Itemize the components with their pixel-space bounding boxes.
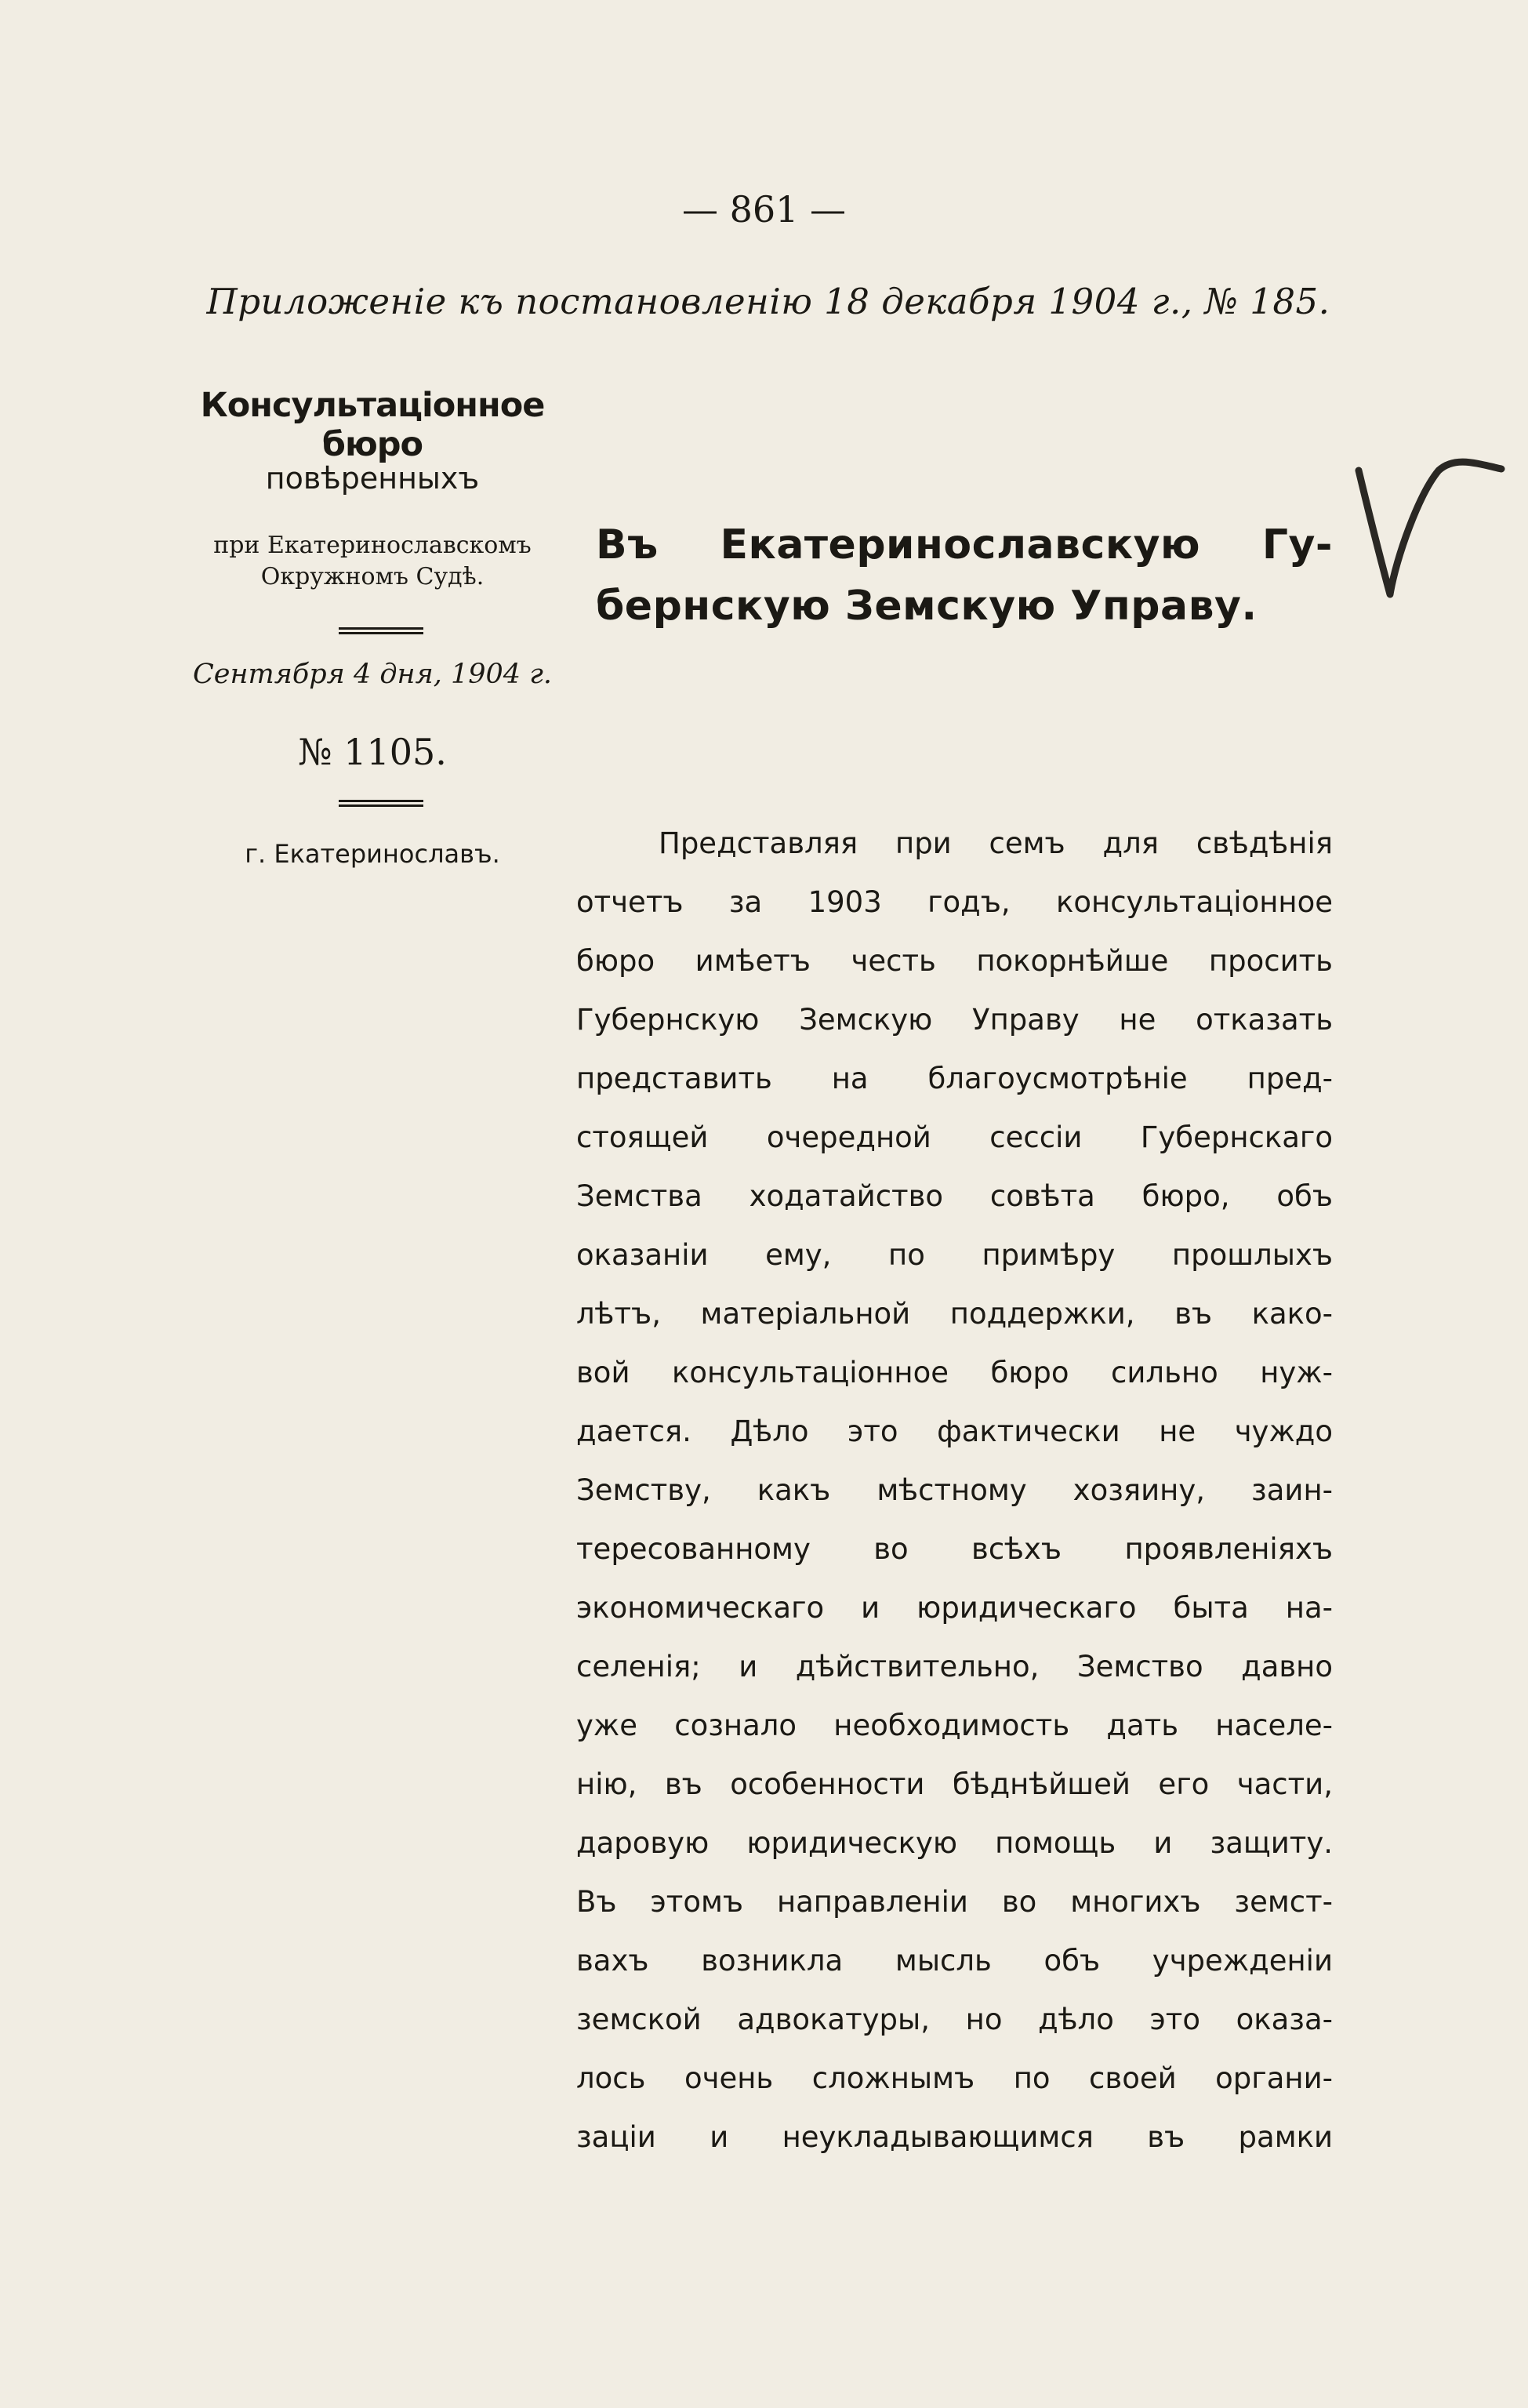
- body-line: вой консультацiонное бюро сильно нуж-: [576, 1356, 1333, 1389]
- body-line: представить на благоусмотрѣнiе пред-: [576, 1062, 1333, 1095]
- letter-city: г. Екатеринославъ.: [245, 839, 500, 869]
- org-name: Консультацiонное бюро: [200, 386, 545, 464]
- body-line: Земства ходатайство совѣта бюро, объ: [576, 1179, 1333, 1213]
- body-line: Въ этомъ направленiи во многихъ земст-: [576, 1885, 1333, 1919]
- body-line: Представляя при семъ для свѣдѣнія: [659, 826, 1333, 860]
- letter-body: [576, 814, 1333, 2166]
- body-line: земской адвокатуры, но дѣло это оказа-: [576, 2003, 1333, 2036]
- letter-number: № 1105.: [298, 731, 447, 773]
- court-line-2: Окружномъ Судѣ.: [260, 563, 485, 590]
- body-line: стоящей очередной сессiи Губернскаго: [576, 1120, 1333, 1154]
- page-number: — 861 —: [681, 188, 847, 231]
- letter-date: Сентября 4 дня, 1904 г.: [192, 659, 553, 690]
- body-line: экономическаго и юридическаго быта на-: [576, 1591, 1333, 1625]
- body-line: зацiи и неукладывающимся въ рамки: [576, 2120, 1333, 2154]
- body-line: вахъ возникла мысль объ учрежденiи: [576, 1944, 1333, 1978]
- body-line: селенiя; и дѣйствительно, Земство давно: [576, 1650, 1333, 1683]
- divider-rule: [339, 627, 423, 634]
- body-line: бюро имѣетъ честь покорнѣйше просить: [576, 944, 1333, 978]
- recipient-block: [596, 514, 1333, 637]
- divider-rule: [339, 800, 423, 807]
- body-line: нiю, въ особенности бѣднѣйшей его части,: [576, 1767, 1333, 1801]
- handwritten-checkmark-icon: [1345, 439, 1509, 612]
- appendix-title: Приложенiе къ постановленiю 18 декабря 1904 г., № 185.: [206, 281, 1330, 322]
- body-line: даровую юридическую помощь и защиту.: [576, 1826, 1333, 1860]
- body-line: Земству, какъ мѣстному хозяину, заин-: [576, 1473, 1333, 1507]
- body-line: лось очень сложнымъ по своей органи-: [576, 2061, 1333, 2095]
- body-line: дается. Дѣло это фактически не чуждо: [576, 1415, 1333, 1448]
- body-line: отчетъ за 1903 годъ, консультацiонное: [576, 885, 1333, 919]
- org-subtitle: повѣренныхъ: [265, 461, 480, 496]
- body-line: оказанiи ему, по примѣру прошлыхъ: [576, 1238, 1333, 1272]
- court-line-1: при Екатеринославскомъ: [213, 532, 532, 559]
- body-line: Губернскую Земскую Управу не отказать: [576, 1003, 1333, 1037]
- body-line: тересованному во всѣхъ проявленiяхъ: [576, 1532, 1333, 1566]
- body-line: уже сознало необходимость дать населе-: [576, 1709, 1333, 1742]
- recipient-line: бернскую Земскую Управу.: [596, 583, 1258, 630]
- body-line: лѣтъ, матерiальной поддержки, въ како-: [576, 1297, 1333, 1331]
- recipient-line: Въ Екатеринославскую Гу-: [596, 521, 1333, 568]
